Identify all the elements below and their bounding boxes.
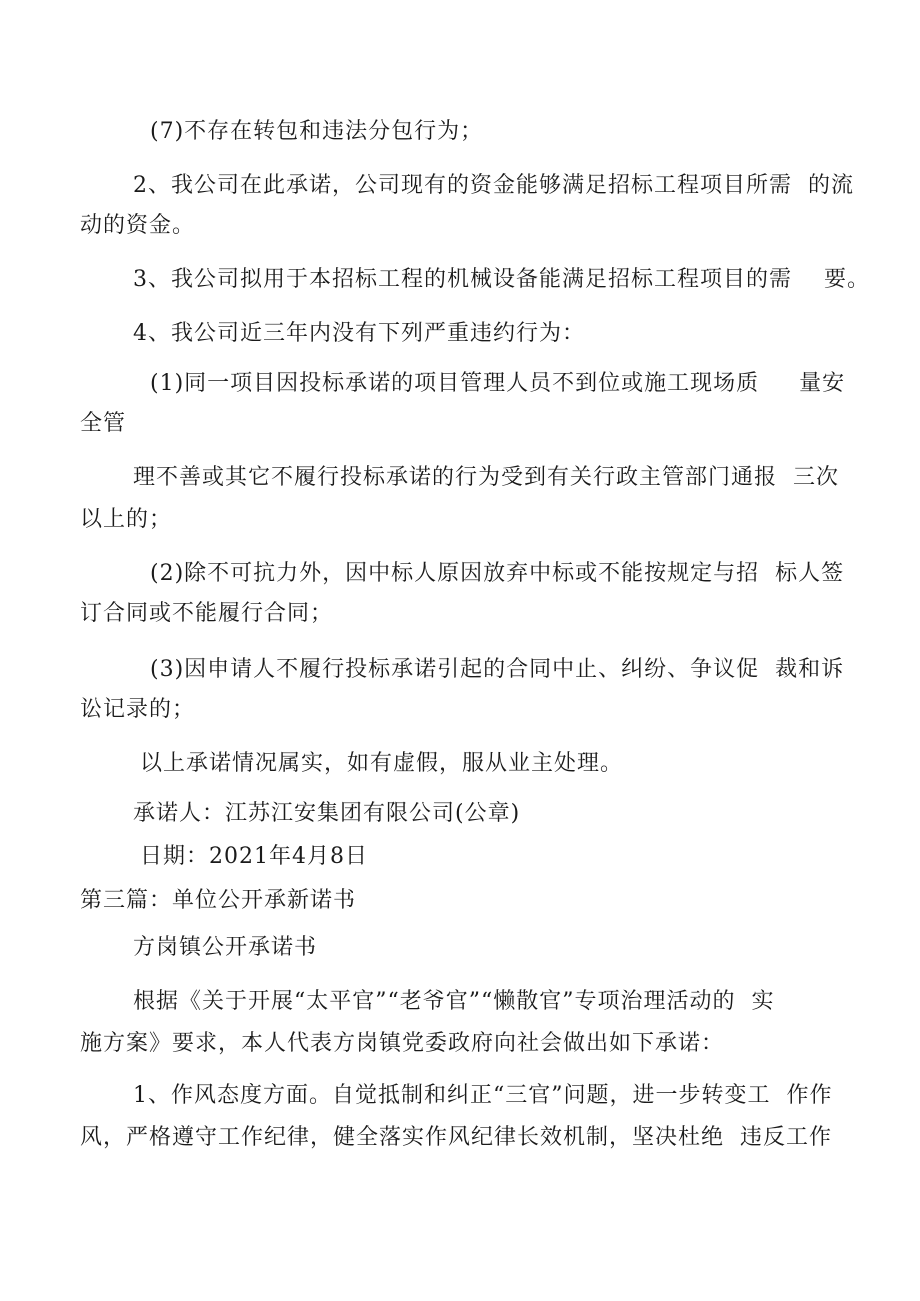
text-line: 4、我公司近三年内没有下列严重违约行为： xyxy=(133,321,585,346)
text-line: 根据《关于开展“太平官”“老爷官”“懒散官”专项治理活动的 实 xyxy=(133,989,775,1014)
document-title: 方岗镇公开承诺书 xyxy=(133,935,318,960)
text-line: 3、我公司拟用于本招标工程的机械设备能满足招标工程项目的需 要。 xyxy=(133,267,870,292)
text-line: 讼记录的； xyxy=(80,697,196,722)
text-line: 施方案》要求，本人代表方岗镇党委政府向社会做出如下承诺： xyxy=(80,1031,725,1056)
text-line: (2)除不可抗力外，因中标人原因放弃中标或不能按规定与招 标人签 xyxy=(150,561,845,586)
section-heading: 第三篇：单位公开承新诺书 xyxy=(80,888,357,913)
text-line: 动的资金。 xyxy=(80,213,196,238)
text-line: 1、作风态度方面。自觉抵制和纠正“三官”问题，进一步转变工 作作 xyxy=(133,1083,833,1108)
text-line: (1)同一项目因投标承诺的项目管理人员不到位或施工现场质 量安 xyxy=(150,371,846,396)
text-line: 2、我公司在此承诺，公司现有的资金能够满足招标工程项目所需 的流 xyxy=(133,173,854,198)
text-line: (7)不存在转包和违法分包行为； xyxy=(150,119,484,144)
text-line: 订合同或不能履行合同； xyxy=(80,601,334,626)
date-line: 日期：2021年4月8日 xyxy=(140,844,368,869)
text-line: 理不善或其它不履行投标承诺的行为受到有关行政主管部门通报 三次 xyxy=(133,465,839,490)
text-line: 风，严格遵守工作纪律，健全落实作风纪律长效机制，坚决杜绝 违反工作 xyxy=(80,1125,832,1150)
signatory-line: 承诺人：江苏江安集团有限公司(公章) xyxy=(133,801,521,826)
text-line: 以上承诺情况属实，如有虚假，服从业主处理。 xyxy=(140,751,624,776)
text-line: (3)因申请人不履行投标承诺引起的合同中止、纠纷、争议促 裁和诉 xyxy=(150,657,845,682)
text-line: 以上的； xyxy=(80,507,173,532)
text-line: 全管 xyxy=(80,411,127,436)
